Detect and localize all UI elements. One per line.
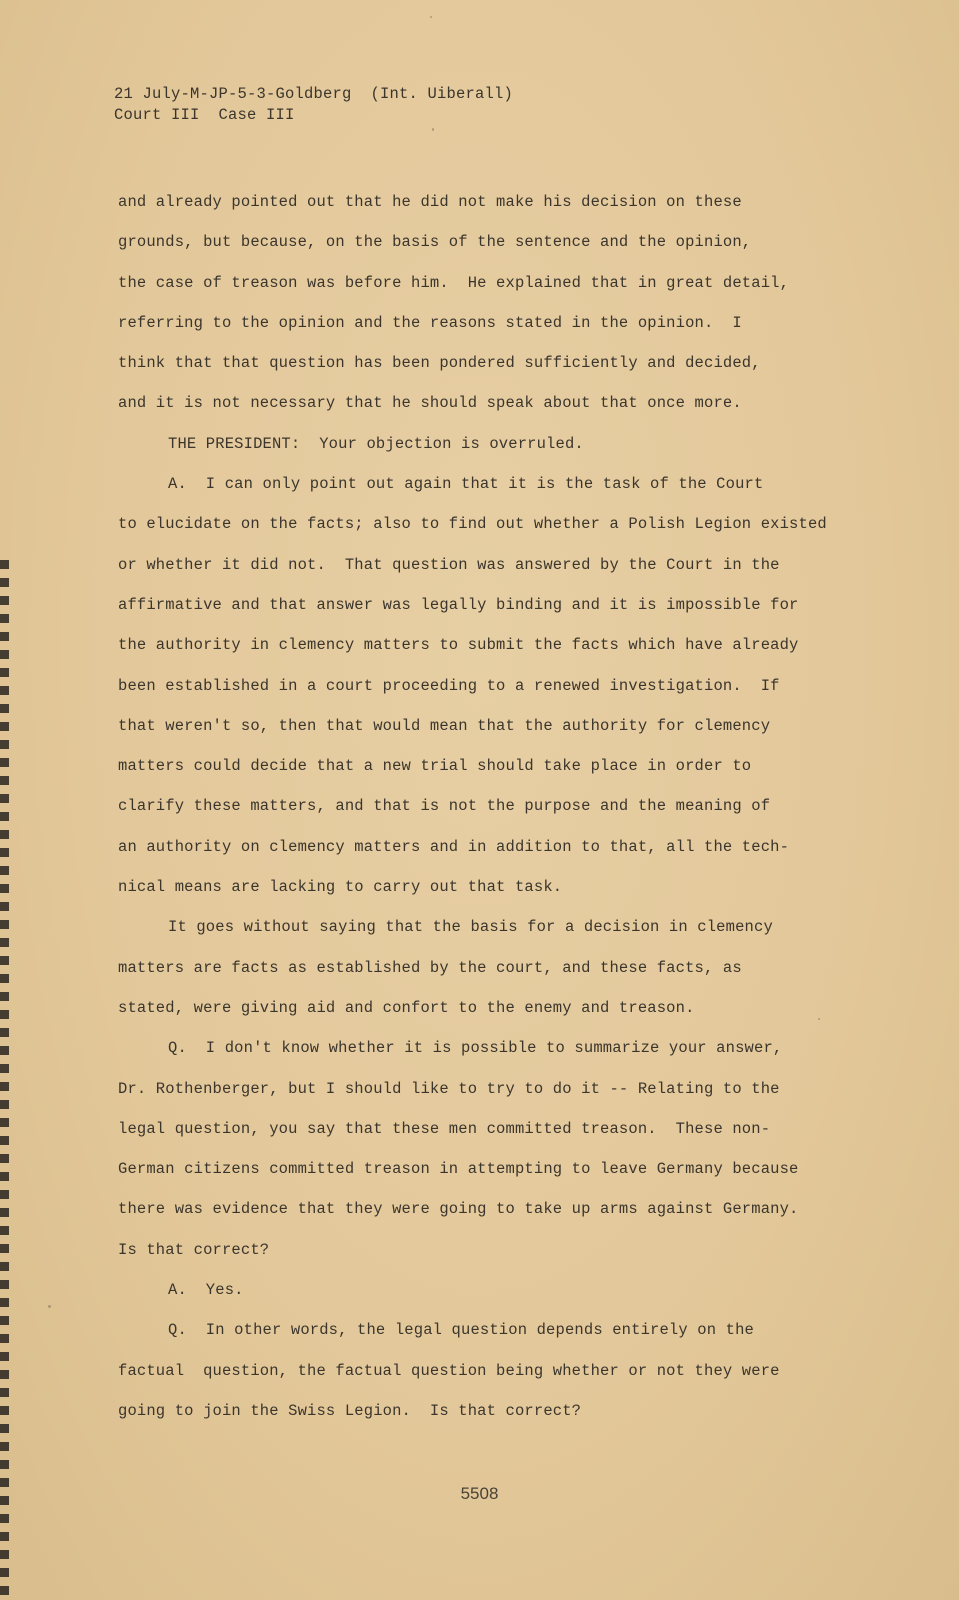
text-line: an authority on clemency matters and in addition to that, all the tech- [118,837,790,856]
text-line: Q. I don't know whether it is possible to summarize your answer, [168,1039,783,1058]
paper-speck [48,1305,51,1308]
text-line: the authority in clemency matters to submit the facts which have already [118,636,799,655]
text-line: legal question, you say that these men committed treason. These non- [118,1119,771,1138]
text-line: German citizens committed treason in attempting to leave Germany because [118,1160,799,1179]
text-line: going to join the Swiss Legion. Is that correct? [118,1401,582,1420]
transcript-body [118,192,898,1441]
text-line: to elucidate on the facts; also to find out whether a Polish Legion existed [118,515,827,534]
text-line: stated, were giving aid and confort to the enemy and treason. [118,998,695,1017]
text-line: that weren't so, then that would mean that the authority for clemency [118,716,771,735]
text-line: A. Yes. [168,1281,244,1300]
page-number: 5508 [460,1484,499,1503]
text-line: been established in a court proceeding to a renewed investigation. If [118,676,780,695]
text-line: factual question, the factual question being whether or not they were [118,1361,780,1380]
text-line: there was evidence that they were going to take up arms against Germany. [118,1200,799,1219]
text-line: Is that correct? [118,1240,270,1259]
text-line: affirmative and that answer was legally binding and it is impossible for [118,595,799,614]
text-line: nical means are lacking to carry out that task. [118,878,563,897]
text-line: grounds, but because, on the basis of the sentence and the opinion, [118,233,752,252]
paper-speck [818,1018,820,1020]
text-line: clarify these matters, and that is not the purpose and the meaning of [118,797,771,816]
document-header [114,84,513,126]
text-line: Dr. Rothenberger, but I should like to try to do it -- Relating to the [118,1079,780,1098]
text-line: and it is not necessary that he should speak about that once more. [118,394,742,413]
text-line: and already pointed out that he did not make his decision on these [118,193,742,211]
text-line: the case of treason was before him. He explained that in great detail, [118,273,790,292]
text-line: A. I can only point out again that it is the task of the Court [168,475,764,494]
header-line-2: Court III Case III [114,106,295,124]
text-line: THE PRESIDENT: Your objection is overruled. [168,434,584,453]
text-line: or whether it did not. That question was answered by the Court in the [118,555,780,574]
paper-speck [430,16,432,18]
header-line-1: 21 July-M-JP-5-3-Goldberg (Int. Uiberall) [114,85,514,103]
paper-speck [432,128,434,131]
text-line: think that that question has been pondered sufficiently and decided, [118,354,761,373]
text-line: matters could decide that a new trial should take place in order to [118,757,752,776]
text-line: referring to the opinion and the reasons stated in the opinion. I [118,313,742,332]
text-line: Q. In other words, the legal question depends entirely on the [168,1321,754,1340]
text-line: It goes without saying that the basis for a decision in clemency [168,918,773,937]
binding-holes [0,560,9,1600]
text-line: matters are facts as established by the court, and these facts, as [118,958,742,977]
